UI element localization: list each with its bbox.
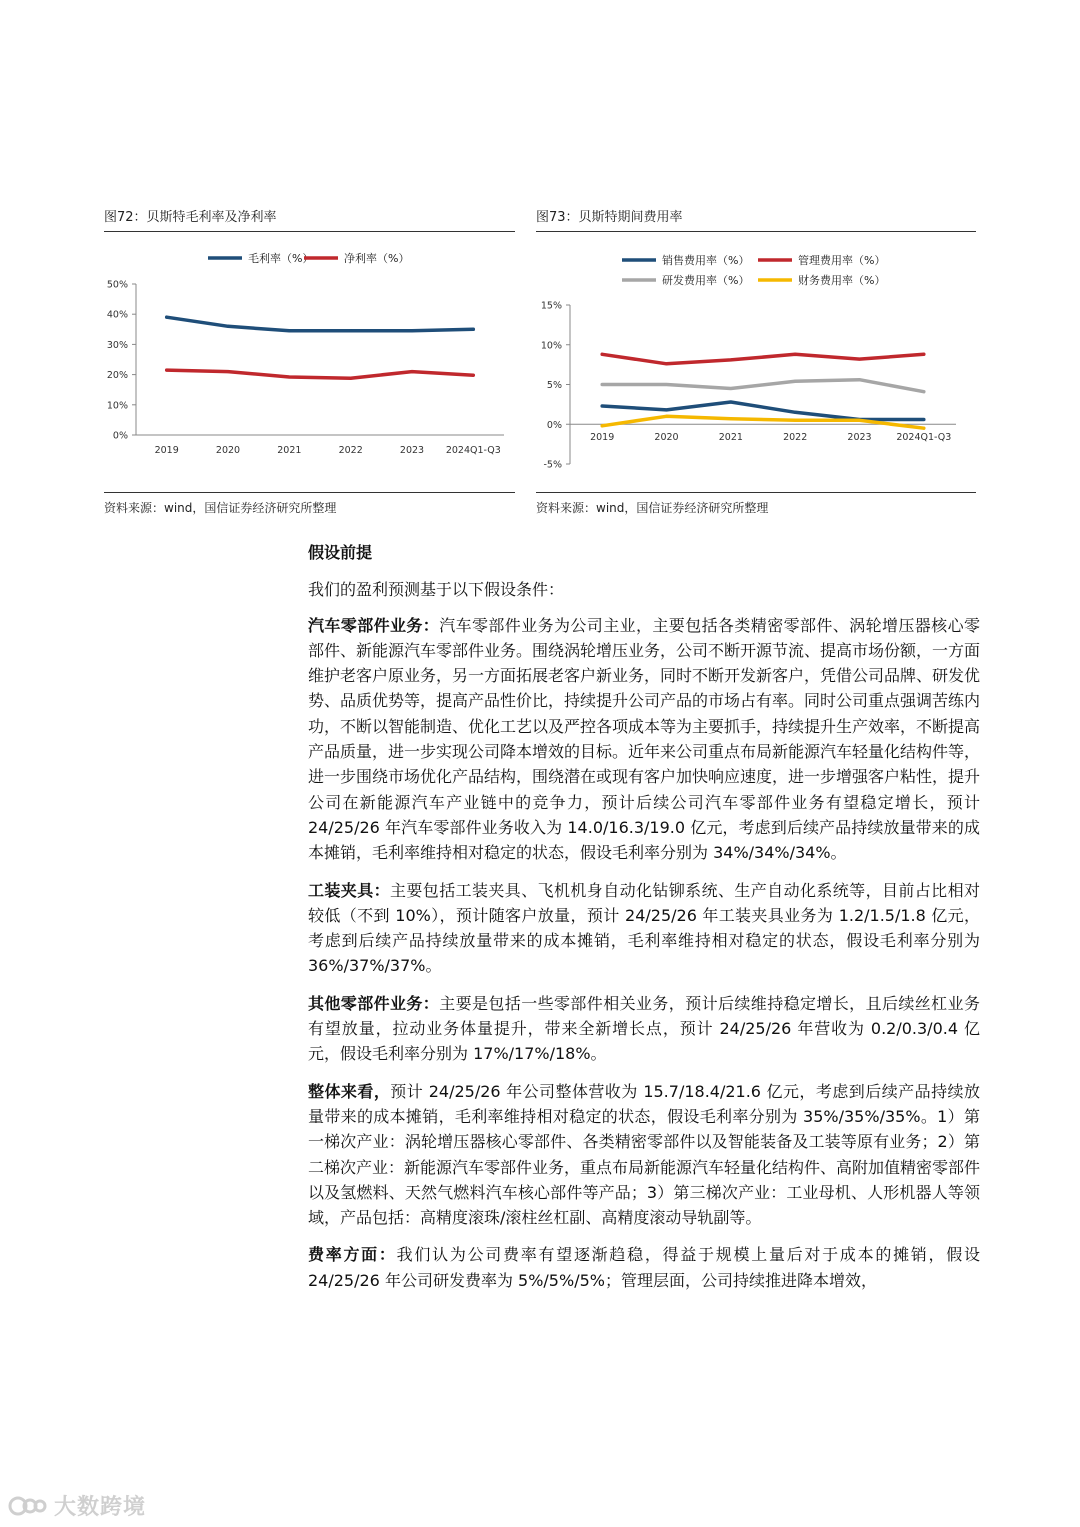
watermark-text: 大数跨境	[54, 1495, 147, 1520]
data-point	[729, 400, 732, 403]
intro-text: 我们的盈利预测基于以下假设条件：	[308, 580, 565, 600]
data-point	[349, 377, 352, 380]
paragraph-fixtures	[308, 878, 980, 979]
data-point	[288, 329, 291, 332]
paragraph-label: 其他零部件业务：	[308, 993, 440, 1013]
data-point	[858, 358, 861, 361]
x-tick-label: 2021	[277, 445, 302, 456]
y-tick-label: -5%	[543, 459, 562, 471]
figure-72-chart	[104, 232, 515, 492]
series-line	[602, 354, 924, 364]
data-point	[858, 419, 861, 422]
paragraph-overall	[308, 1079, 980, 1231]
paragraph-text: 预计 24/25/26 年公司整体营收为 15.7/18.4/21.6 亿元，考虑到后续产品持续放量带来的成本摊销，毛利率维持相对稳定的状态，假设毛利率分别为 35%/35%/35%。1）第一梯次产业：涡轮增压器核心零部件、各类精密零部件以及智能装备及工装等原有业务；2）第二梯次产业：新能源汽车零部件业务，重点布局新能源汽车轻量化结构件、高附加值精密零部件以及氢燃料、天然气燃料汽车核心部件等产品；3）第三梯次产业：工业母机、人形机器人等领域，产品包括：高精度滚珠/滚柱丝杠副、高精度滚动导轨副等。	[308, 1081, 981, 1228]
x-tick-label: 2024Q1-Q3	[445, 445, 501, 456]
data-point	[349, 329, 352, 332]
data-point	[794, 419, 797, 422]
data-point	[288, 376, 291, 379]
data-point	[665, 383, 668, 386]
legend-label: 研发费用率（%）	[662, 274, 750, 287]
y-tick-label: 40%	[106, 309, 128, 321]
data-point	[601, 353, 604, 356]
legend-label: 财务费用率（%）	[798, 274, 886, 287]
legend-label: 毛利率（%）	[248, 252, 314, 265]
watermark-logo-icon	[8, 1493, 48, 1519]
legend-label: 净利率（%）	[344, 252, 410, 265]
paragraph-auto-parts	[308, 613, 980, 866]
data-point	[794, 411, 797, 414]
figure-73-source: 资料来源：wind，国信证券经济研究所整理	[536, 492, 976, 516]
data-point	[922, 427, 925, 430]
data-point	[665, 415, 668, 418]
paragraph-text: 主要包括工装夹具、飞机机身自动化钻铆系统、生产自动化系统等，目前占比相对较低（不到 10%），预计随客户放量，预计 24/25/26 年工装夹具业务为 1.2/1.5/1.8 亿元，考虑到后续产品持续放量带来的成本摊销，毛利率维持相对稳定的状态，假设毛利率分别为 36%/37%/37%。	[308, 880, 980, 976]
data-point	[165, 369, 168, 372]
x-tick-label: 2023	[399, 445, 425, 456]
data-point	[227, 325, 230, 328]
legend-label: 管理费用率（%）	[798, 254, 886, 267]
figure-73-chart	[536, 232, 976, 492]
paragraph-text: 主要是包括一些零部件相关业务，预计后续维持稳定增长，且后续丝杠业务有望放量，拉动业务体量提升，带来全新增长点，预计 24/25/26 年营收为 0.2/0.3/0.4 亿元，假设毛利率分别为 17%/17%/18%。	[308, 993, 980, 1064]
y-tick-label: 0%	[546, 419, 562, 431]
paragraph-label: 汽车零部件业务：	[308, 615, 440, 635]
data-point	[665, 408, 668, 411]
figure-72-source: 资料来源：wind，国信证券经济研究所整理	[104, 492, 515, 516]
x-tick-label: 2022	[338, 445, 363, 456]
y-tick-label: 20%	[106, 370, 128, 382]
data-point	[922, 353, 925, 356]
data-point	[601, 424, 604, 427]
data-point	[922, 390, 925, 393]
paragraph-label: 费率方面：	[308, 1245, 397, 1265]
data-point	[411, 329, 414, 332]
legend-label: 销售费用率（%）	[662, 254, 750, 267]
data-point	[858, 378, 861, 381]
series-line	[167, 317, 474, 331]
x-tick-label: 2024Q1-Q3	[896, 432, 952, 443]
figure-73-title: 图73：贝斯特期间费用率	[536, 206, 976, 232]
data-point	[665, 362, 668, 365]
y-tick-label: 15%	[540, 300, 562, 312]
figure-73	[536, 206, 976, 516]
data-point	[794, 353, 797, 356]
watermark	[8, 1490, 146, 1521]
x-tick-label: 2023	[847, 432, 872, 443]
y-tick-label: 10%	[106, 400, 128, 412]
y-tick-label: 50%	[106, 279, 128, 291]
section-title: 假设前提	[308, 543, 373, 562]
data-point	[729, 417, 732, 420]
figure-72	[104, 206, 515, 516]
paragraph-label: 整体来看，	[308, 1081, 391, 1101]
paragraph-other-parts	[308, 991, 980, 1067]
paragraph-text: 汽车零部件业务为公司主业，主要包括各类精密零部件、涡轮增压器核心零部件、新能源汽车零部件业务。围绕涡轮增压业务，公司不断开源节流、提高市场份额，一方面维护老客户原业务，另一方面拓展老客户新业务，同时不断开发新客户，凭借公司品牌、研发优势、品质优势等，提高产品性价比，持续提升公司产品的市场占有率。同时公司重点强调苦练内功，不断以智能制造、优化工艺以及严控各项成本等为主要抓手，持续提升生产效率，不断提高产品质量，进一步实现公司降本增效的目标。近年来公司重点布局新能源汽车轻量化结构件等，进一步围绕市场优化产品结构，围绕潜在或现有客户加快响应速度，进一步增强客户粘性，提升公司在新能源汽车产业链中的竞争力，预计后续公司汽车零部件业务有望稳定增长，预计 24/25/26 年汽车零部件业务收入为 14.0/16.3/19.0 亿元，考虑到后续产品持续放量带来的成本摊销，毛利率维持相对稳定的状态，假设毛利率分别为 34%/34%/34%。	[308, 615, 981, 863]
paragraph-expense-rates	[308, 1242, 980, 1293]
x-tick-label: 2019	[590, 432, 615, 443]
assumptions-section	[308, 540, 980, 1305]
series-line	[602, 402, 924, 420]
data-point	[729, 387, 732, 390]
data-point	[472, 374, 475, 377]
x-tick-label: 2020	[215, 445, 241, 456]
data-point	[227, 370, 230, 373]
x-tick-label: 2022	[783, 432, 808, 443]
y-tick-label: 10%	[540, 340, 562, 352]
data-point	[729, 358, 732, 361]
series-line	[167, 370, 474, 378]
data-point	[601, 404, 604, 407]
data-point	[794, 380, 797, 383]
data-point	[922, 418, 925, 421]
paragraph-label: 工装夹具：	[308, 880, 390, 900]
x-tick-label: 2021	[718, 432, 743, 443]
series-line	[602, 380, 924, 392]
x-tick-label: 2020	[654, 432, 679, 443]
y-tick-label: 0%	[112, 430, 128, 442]
data-point	[411, 370, 414, 373]
x-tick-label: 2019	[154, 445, 179, 456]
y-tick-label: 5%	[546, 380, 562, 391]
data-point	[472, 328, 475, 331]
paragraph-text: 我们认为公司费率有望逐渐趋稳，得益于规模上量后对于成本的摊销，假设 24/25/26 年公司研发费率为 5%/5%/5%；管理层面，公司持续推进降本增效，	[308, 1245, 980, 1290]
figure-72-title: 图72：贝斯特毛利率及净利率	[104, 206, 515, 232]
data-point	[601, 383, 604, 386]
data-point	[165, 316, 168, 319]
y-tick-label: 30%	[106, 339, 128, 351]
